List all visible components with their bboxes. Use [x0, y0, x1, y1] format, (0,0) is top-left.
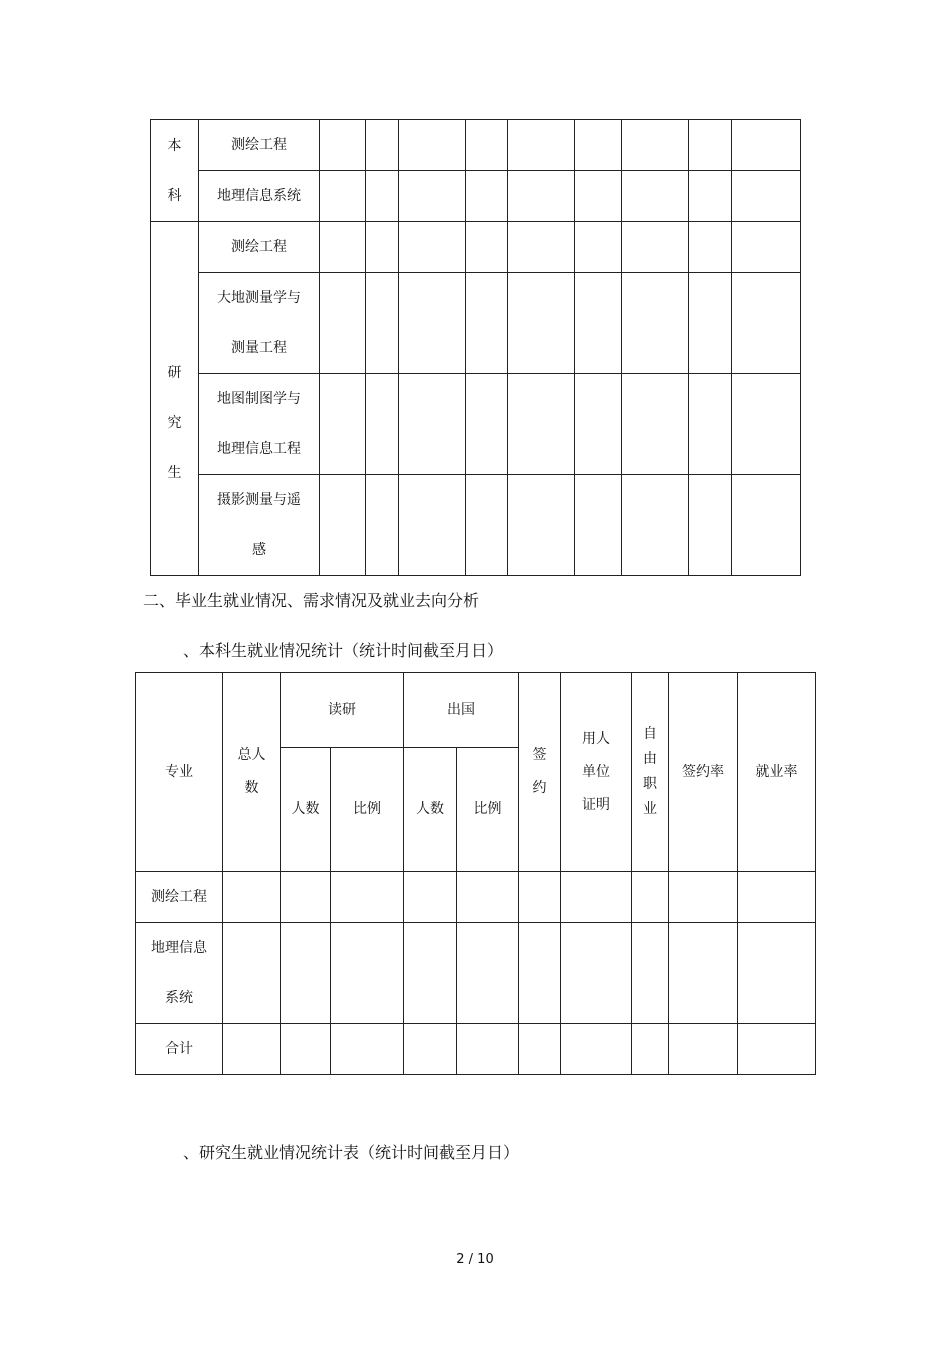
header-grad-study: 读研: [281, 673, 404, 748]
row-major: 地理信息 系统: [136, 923, 223, 1024]
row-major: 测绘工程: [136, 872, 223, 923]
header-major: 专业: [136, 673, 223, 872]
row-total: 合计: [136, 1024, 223, 1075]
header-abroad-ratio: 比例: [457, 748, 519, 872]
header-grad-count: 人数: [281, 748, 331, 872]
major-cell: 测绘工程: [199, 120, 320, 171]
header-abroad: 出国: [404, 673, 519, 748]
major-cell: 摄影测量与遥 感: [199, 475, 320, 576]
group-label-postgrad: 研 究 生: [151, 222, 199, 576]
major-cell: 地图制图学与 地理信息工程: [199, 374, 320, 475]
header-sign-rate: 签约率: [669, 673, 738, 872]
header-freelance: 自 由 职 业: [632, 673, 669, 872]
header-total: 总人 数: [223, 673, 281, 872]
graduate-count-table: [150, 119, 801, 576]
header-employment-rate: 就业率: [738, 673, 816, 872]
header-abroad-count: 人数: [404, 748, 457, 872]
header-signed: 签 约: [519, 673, 561, 872]
major-cell: 测绘工程: [199, 222, 320, 273]
major-cell: 大地测量学与 测量工程: [199, 273, 320, 374]
section-heading: 二、毕业生就业情况、需求情况及就业去向分析: [143, 591, 480, 610]
undergrad-employment-table: [135, 672, 816, 1075]
page-number: 2 / 10: [456, 1252, 494, 1267]
major-cell: 地理信息系统: [199, 171, 320, 222]
header-employer-cert: 用人 单位 证明: [561, 673, 632, 872]
subsection-heading-undergrad: 、本科生就业情况统计（统计时间截至月日）: [183, 641, 504, 660]
group-label-undergrad: 本 科: [151, 120, 199, 222]
subsection-heading-postgrad: 、研究生就业情况统计表（统计时间截至月日）: [183, 1143, 520, 1162]
header-grad-ratio: 比例: [331, 748, 404, 872]
